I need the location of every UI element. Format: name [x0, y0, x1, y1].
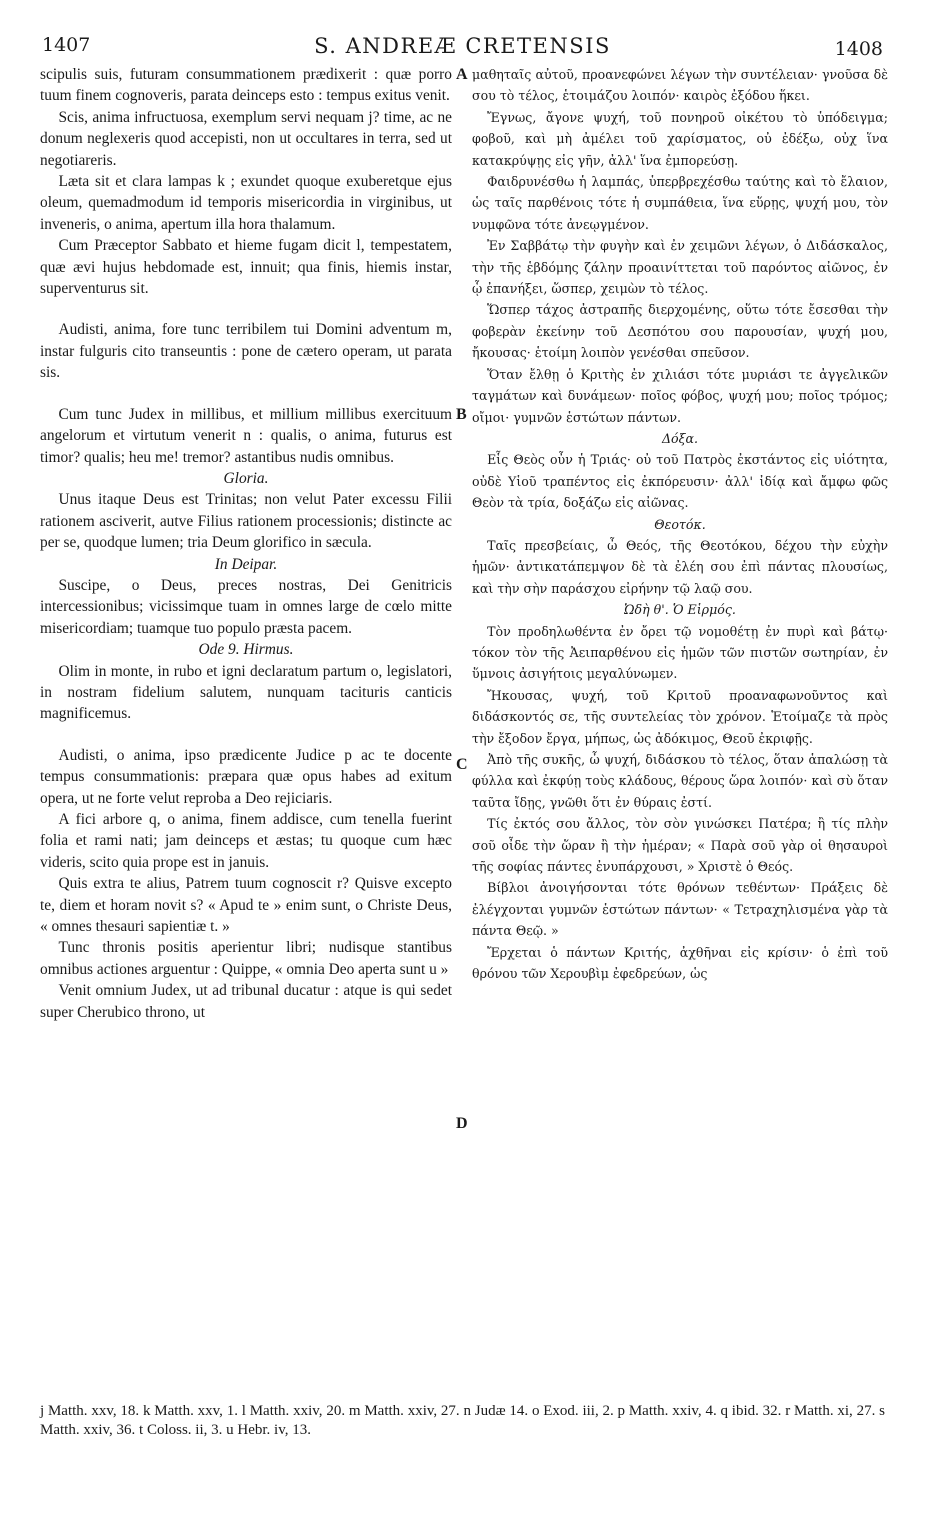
- greek-paragraph: Ὥσπερ τάχος ἀστραπῆς διερχομένης, οὕτω τότε ἔσεσθαι τὴν φοβερὰν ἐκείνην τοῦ Δεσπότου σου παρουσίαν, ψυχή μου, ἤκουσας· ἑτοίμη λοιπὸν γενέσθαι σπεῦσον.: [472, 302, 888, 361]
- spacer: [40, 299, 452, 319]
- greek-paragraph: Ὅταν ἔλθῃ ὁ Κριτὴς ἐν χιλιάσι τότε μυριάσι τε ἀγγελικῶν ταγμάτων καὶ δυνάμεων· ποῖος φόβος, ψυχή μου; ποῖος τρόμος; οἴμοι· γυμνῶν ἑστώτων πάντων.: [472, 366, 888, 425]
- greek-paragraph: Τὸν προδηλωθέντα ἐν ὄρει τῷ νομοθέτῃ ἐν πυρὶ καὶ βάτῳ· τόκον τὸν τῆς Ἀειπαρθένου εἰς ἡμῶν τῶν πιστῶν σωτηρίαν, ἐν ὕμνοις ἀσιγήτοις μεγαλύνωμεν.: [472, 623, 888, 682]
- spacer: [40, 384, 452, 404]
- page-number-right: 1408: [834, 38, 883, 60]
- latin-paragraph: A fici arbore q, o anima, finem addisce, cum tenella fuerint folia et rami nati; jam deinceps et æstas; tu quoque cum hæc videris, scito quia prope est in januis.: [40, 811, 452, 871]
- section-heading: Ode 9. Hirmus.: [198, 641, 294, 659]
- latin-paragraph: Cum Præceptor Sabbato et hieme fugam dicit l, tempestatem, quæ ævi hujus hebdomade est, innuit; qua finis, hiemis instar, superventurus sit.: [40, 237, 452, 298]
- greek-paragraph: μαθηταῖς αὐτοῦ, προανεφώνει λέγων τὴν συντέλειαν· γνοῦσα δὲ σου τὸ τέλος, ἑτοιμάζου λοιπόν· καιρὸς ἐξόδου ἥκει.: [472, 67, 888, 104]
- greek-paragraph: Ταῖς πρεσβείαις, ὦ Θεός, τῆς Θεοτόκου, δέχου τὴν εὐχὴν ἡμῶν· ἀντικατάπεμψον δὲ τὰ ἐλέη σου ἐπὶ πάντας πλουσίως, καὶ τὴν σὴν παράσχου εἰρήνην τῷ λαῷ σου.: [472, 537, 888, 596]
- page-number-left: 1407: [42, 34, 91, 56]
- footnotes: j Matth. xxv, 18. k Matth. xxv, 1. l Matth. xxiv, 20. m Matth. xxiv, 27. n Judæ 14. o Exod. iii, 2. p Matth. xxiv, 4. q ibid. 32. r Matth. xi, 27. s Matth. xxiv, 36. t Coloss. ii, 3. u Hebr. iv, 13.: [40, 1403, 885, 1438]
- spacer: [40, 725, 452, 745]
- section-heading: In Deipar.: [214, 555, 278, 573]
- latin-paragraph: Suscipe, o Deus, preces nostras, Dei Genitricis intercessionibus; vicissimque tuam in omnes large de cœlo mitte misericordiam; tuamque tuo populo præsta pacem.: [40, 576, 452, 637]
- latin-paragraph: Tunc thronis positis aperientur libri; nudisque stantibus omnibus actiones arguentur : Quippe, « omnia Deo aperta sunt u »: [40, 939, 452, 978]
- margin-mark-d: D: [456, 1115, 468, 1132]
- latin-paragraph: Audisti, o anima, ipso prædicente Judice p ac te docente tempus consummationis: præpara quæ opus habes ad exitum opera, ut ne forte velut reproba a Deo rejiciaris.: [40, 746, 452, 807]
- margin-mark-a: A: [456, 66, 468, 83]
- greek-paragraph: Τίς ἐκτός σου ἄλλος, τὸν σὸν γινώσκει Πατέρα; ἢ τίς πλὴν σοῦ οἶδε τὴν ὥραν ἢ τὴν ἡμέραν; « Παρὰ σοῦ γὰρ οἱ θησαυροὶ τῆς σοφίας πάντες ἐνυπάρχουσι, » Χριστὲ ὁ Θεός.: [472, 816, 888, 875]
- section-heading: Gloria.: [223, 469, 269, 487]
- latin-paragraph: Venit omnium Judex, ut ad tribunal ducatur : atque is qui sedet super Cherubico throno, ut: [40, 982, 452, 1021]
- latin-paragraph: Olim in monte, in rubo et igni declaratum partum o, legislatori, in nostram fidelium salutem, nunquam tacituris canticis magnificemus.: [40, 662, 452, 723]
- margin-mark-b: B: [456, 406, 467, 423]
- latin-paragraph: Quis extra te alius, Patrem tuum cognoscit r? Quisve excepto te, diem et horam novit s? « Apud te » enim sunt, o Christe Deus, « omnes thesauri sapientiæ t. »: [40, 875, 452, 936]
- section-heading: Θεοτόκ.: [654, 516, 706, 532]
- section-heading: Δόξα.: [661, 430, 699, 446]
- section-heading: Ὠδὴ θ'. Ὁ Εἱρμός.: [624, 602, 736, 618]
- latin-paragraph: Unus itaque Deus est Trinitas; non velut Pater excessu Filii rationem asciverit, autve Filius rationem processionis; distincte ac per se, quodque lumen; tria Deum glorifico in sæcula.: [40, 491, 452, 552]
- greek-paragraph: Ἀπὸ τῆς συκῆς, ὦ ψυχή, διδάσκου τὸ τέλος, ὅταν ἁπαλώσῃ τὰ φύλλα καὶ ἐκφύῃ τοὺς κλάδους, θέρους ὥρα λοιπόν· καὶ σὺ ὅταν ταῦτα ἴδῃς, γνῶθι ὅτι ἐν θύραις ἐστί.: [472, 752, 888, 810]
- latin-paragraph: Audisti, anima, fore tunc terribilem tui Domini adventum m, instar fulguris cito transeuntis : pone de cætero operam, ut parata sis.: [40, 321, 452, 382]
- greek-paragraph: Ἐν Σαββάτῳ τὴν φυγὴν καὶ ἐν χειμῶνι λέγων, ὁ Διδάσκαλος, τὴν τῆς ἑβδόμης ζάλην προαινίττεται τοῦ παρόντος αἰῶνος, ἐν ᾧ ἐπανήξει, ὥσπερ, χειμὼν τὸ τέλος.: [472, 238, 888, 297]
- greek-paragraph: Ἔρχεται ὁ πάντων Κριτής, ἀχθῆναι εἰς κρίσιν· ὁ ἐπὶ τοῦ θρόνου τῶν Χερουβὶμ ἐφεδρεύων, ὡς: [472, 944, 888, 982]
- greek-paragraph: Ἤκουσας, ψυχή, τοῦ Κριτοῦ προαναφωνοῦντος καὶ διδάσκοντός σε, τῆς συντελείας τὸν χρόνον. Ἑτοίμαζε τὰ πρὸς τὴν ἔξοδον ἔργα, μήπως, ὡς ἀδόκιμος, Θεοῦ ἐκριφῇς.: [472, 687, 888, 746]
- latin-paragraph: Cum tunc Judex in millibus, et millium millibus exercituum angelorum et virtutum venerit n : qualis, o anima, futurus est timor? qualis; heu me! tremor? astantibus nudis omnibus.: [40, 405, 452, 466]
- running-title: S. ANDREÆ CRETENSIS: [314, 34, 611, 58]
- greek-paragraph: Εἷς Θεὸς οὖν ἡ Τριάς· οὐ τοῦ Πατρὸς ἐκστάντος εἰς υἱότητα, οὐδὲ Υἱοῦ τραπέντος εἰς ἐκπόρευσιν· ἀλλ' ἰδίᾳ καὶ ἄμφω φῶς Θεὸν τὰ τρία, δοξάζω εἰς αἰῶνας.: [472, 452, 888, 511]
- greek-paragraph: Ἔγνως, ἄγονε ψυχή, τοῦ πονηροῦ οἰκέτου τὸ ὑπόδειγμα; φοβοῦ, καὶ μὴ ἀμέλει τοῦ χαρίσματος, οὐ ἐδέξω, οὐχ ἵνα κατακρύψῃς εἰς γῆν, ἀλλ' ἵνα ἐμπορεύσῃ.: [472, 109, 888, 168]
- greek-column: [472, 64, 888, 984]
- latin-column: [40, 64, 452, 1023]
- latin-paragraph: Læta sit et clara lampas k ; exundet quoque exuberetque ejus oleum, quemadmodum id temporis misericordia in virginibus, ut inveneris, o anima, apertum illa hora thalamum.: [40, 173, 452, 233]
- greek-paragraph: Φαιδρυνέσθω ἡ λαμπάς, ὑπερβρεχέσθω ταύτης καὶ τὸ ἔλαιον, ὡς ταῖς παρθένοις τότε ἡ συμπάθεια, ἵνα εὕρῃς, ψυχή μου, τὸν νυμφῶνα τότε ἀνεῳγμένον.: [472, 174, 888, 232]
- margin-mark-c: C: [456, 756, 468, 773]
- latin-paragraph: scipulis suis, futuram consummationem prædixerit : quæ porro tuum finem cognoveris, parata deinceps esto : tempus exitus venit.: [40, 66, 452, 105]
- latin-paragraph: Scis, anima infructuosa, exemplum servi nequam j? time, ac ne donum neglexeris quod accepisti, non ut occultares in terra, sed ut negotiareris.: [40, 108, 452, 169]
- greek-paragraph: Βίβλοι ἀνοιγήσονται τότε θρόνων τεθέντων· Πράξεις δὲ ἐλέγχονται γυμνῶν ἑστώτων πάντων· « Τετραχηλισμένα γὰρ τὰ πάντα Θεῷ. »: [472, 880, 888, 939]
